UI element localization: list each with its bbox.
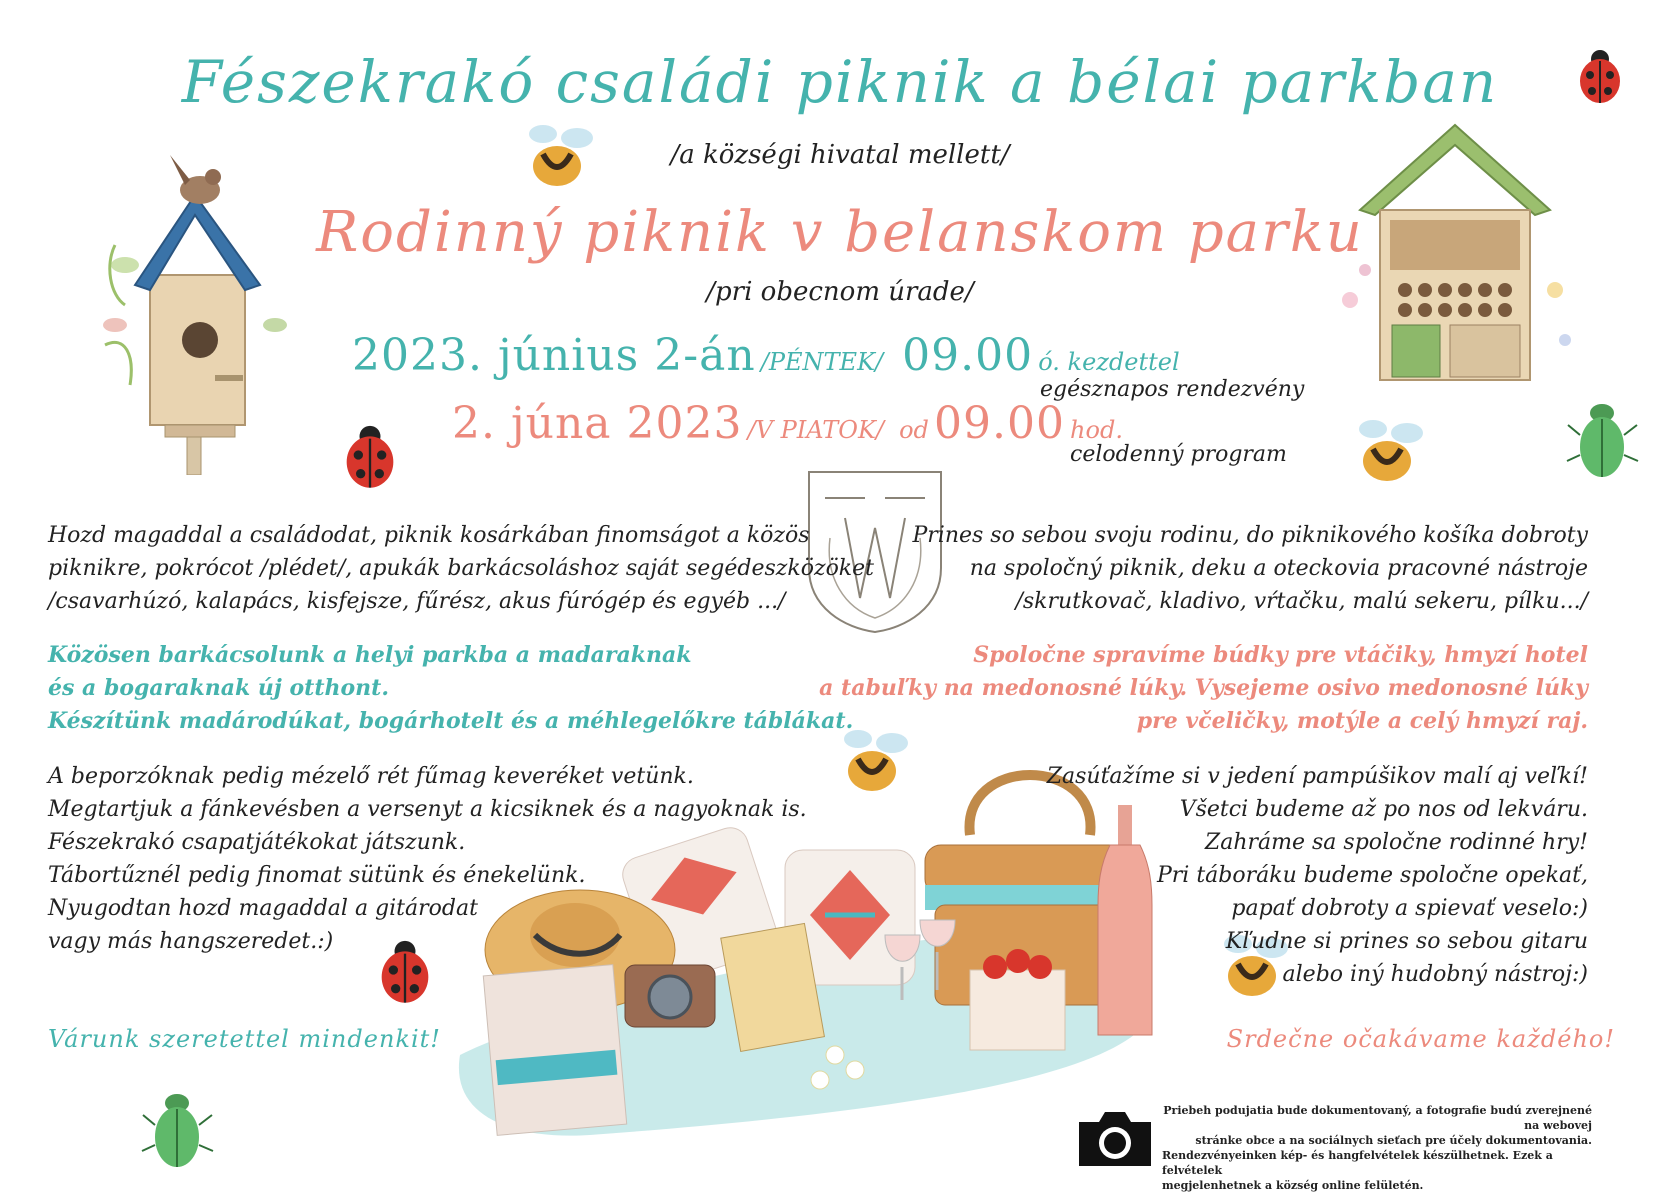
gdpr-notice [1162, 1103, 1592, 1193]
intro-hungarian [48, 519, 874, 618]
program-line: Zasúťažíme si v jedení pampúšikov malí aj veľkí! [1046, 764, 1588, 789]
event-date-hu: 2023. június 2-án [352, 330, 756, 381]
camera-icon [1075, 1108, 1155, 1170]
title-hungarian: Fészekrakó családi piknik a bélai parkban [181, 48, 1499, 116]
highlight-line: Készítünk madárodúkat, bogárhotelt és a méhlegelőkre táblákat. [48, 708, 854, 734]
gdpr-line: stránke obce a na sociálnych sieťach pre účely dokumentovania. [1195, 1134, 1592, 1147]
program-line: Fészekrakó csapatjátékokat játszunk. [48, 830, 466, 855]
highlight-line: a tabuľky na medonosné lúky. Vysejeme osivo medonosné lúky [819, 675, 1588, 701]
event-time-suffix-sk: hod. [1070, 416, 1123, 444]
event-prefix-sk: od [899, 416, 929, 444]
closing-hungarian: Várunk szeretettel mindenkit! [48, 1025, 441, 1053]
event-day-sk: /V PIATOK/ [747, 416, 884, 444]
intro-line: /skrutkovač, kladivo, vŕtačku, malú sekeru, pílku.../ [1015, 589, 1588, 614]
program-line: vagy más hangszeredet.:) [48, 929, 334, 954]
date-line-slovak [452, 398, 1123, 449]
event-time-suffix-hu: ó. kezdettel [1038, 348, 1180, 376]
subtitle-slovak: /pri obecnom úrade/ [706, 277, 974, 307]
event-day-hu: /PÉNTEK/ [760, 348, 884, 376]
event-note-hu: egésznapos rendezvény [1040, 377, 1305, 402]
title-slovak: Rodinný piknik v belanskom parku [316, 200, 1364, 265]
intro-line: Hozd magaddal a családodat, piknik kosárkában finomságot a közös [48, 523, 810, 548]
program-line: papať dobroty a spievať veselo:) [1231, 896, 1588, 921]
gdpr-line: Rendezvényeinken kép- és hangfelvételek készülhetnek. Ezek a felvételek [1162, 1149, 1553, 1177]
intro-line: Prines so sebou svoju rodinu, do piknikového košíka dobroty [912, 523, 1588, 548]
program-line: A beporzóknak pedig mézelő rét fűmag keveréket vetünk. [48, 764, 694, 789]
event-date-sk: 2. júna 2023 [452, 398, 743, 449]
program-line: Megtartjuk a fánkevésben a versenyt a kicsiknek és a nagyoknak is. [48, 797, 807, 822]
date-line-hungarian [352, 330, 1180, 381]
highlight-line: Közösen barkácsolunk a helyi parkba a madaraknak [48, 642, 692, 668]
ladybug-icon [335, 420, 405, 490]
closing-slovak: Srdečne očakávame každého! [1226, 1025, 1615, 1053]
gdpr-line: Priebeh podujatia bude dokumentovaný, a fotografie budú zverejnené na webovej [1163, 1104, 1592, 1132]
event-note-sk: celodenný program [1070, 442, 1287, 467]
program-hungarian [48, 760, 807, 958]
gdpr-line: megjelenhetnek a község online felületén. [1162, 1179, 1424, 1192]
highlight-line: és a bogaraknak új otthont. [48, 675, 389, 701]
program-line: Zahráme sa spoločne rodinné hry! [1204, 830, 1588, 855]
program-line: Pri táboráku budeme spoločne opekať, [1156, 863, 1588, 888]
intro-line: piknikre, pokrócot /plédet/, apukák barkácsoláshoz saját segédeszközöket [48, 556, 874, 581]
intro-line: /csavarhúzó, kalapács, kisfejsze, fűrész, akus fúrógép és egyéb .../ [48, 589, 786, 614]
program-line: alebo iný hudobný nástroj:) [1282, 962, 1588, 987]
program-slovak [1047, 760, 1588, 991]
highlight-hungarian [48, 639, 853, 738]
subtitle-hungarian: /a községi hivatal mellett/ [670, 140, 1010, 170]
event-time-hu: 09.00 [902, 330, 1034, 381]
program-line: Nyugodtan hozd magaddal a gitárodat [48, 896, 478, 921]
bee-icon [1345, 415, 1435, 490]
highlight-line: pre včeličky, motýle a celý hmyzí raj. [1136, 708, 1588, 734]
program-line: Všetci budeme až po nos od lekváru. [1179, 797, 1588, 822]
intro-slovak [912, 519, 1588, 618]
event-time-sk: 09.00 [933, 398, 1065, 449]
intro-line: na spoločný piknik, deku a oteckovia pracovné nástroje [969, 556, 1588, 581]
program-line: Kľudne si prines so sebou gitaru [1225, 929, 1588, 954]
beetle-icon [140, 1085, 215, 1175]
program-line: Tábortűznél pedig finomat sütünk és énekelünk. [48, 863, 586, 888]
beetle-icon [1565, 395, 1640, 485]
highlight-line: Spoločne spravíme búdky pre vtáčiky, hmyzí hotel [973, 642, 1588, 668]
highlight-slovak [819, 639, 1588, 738]
